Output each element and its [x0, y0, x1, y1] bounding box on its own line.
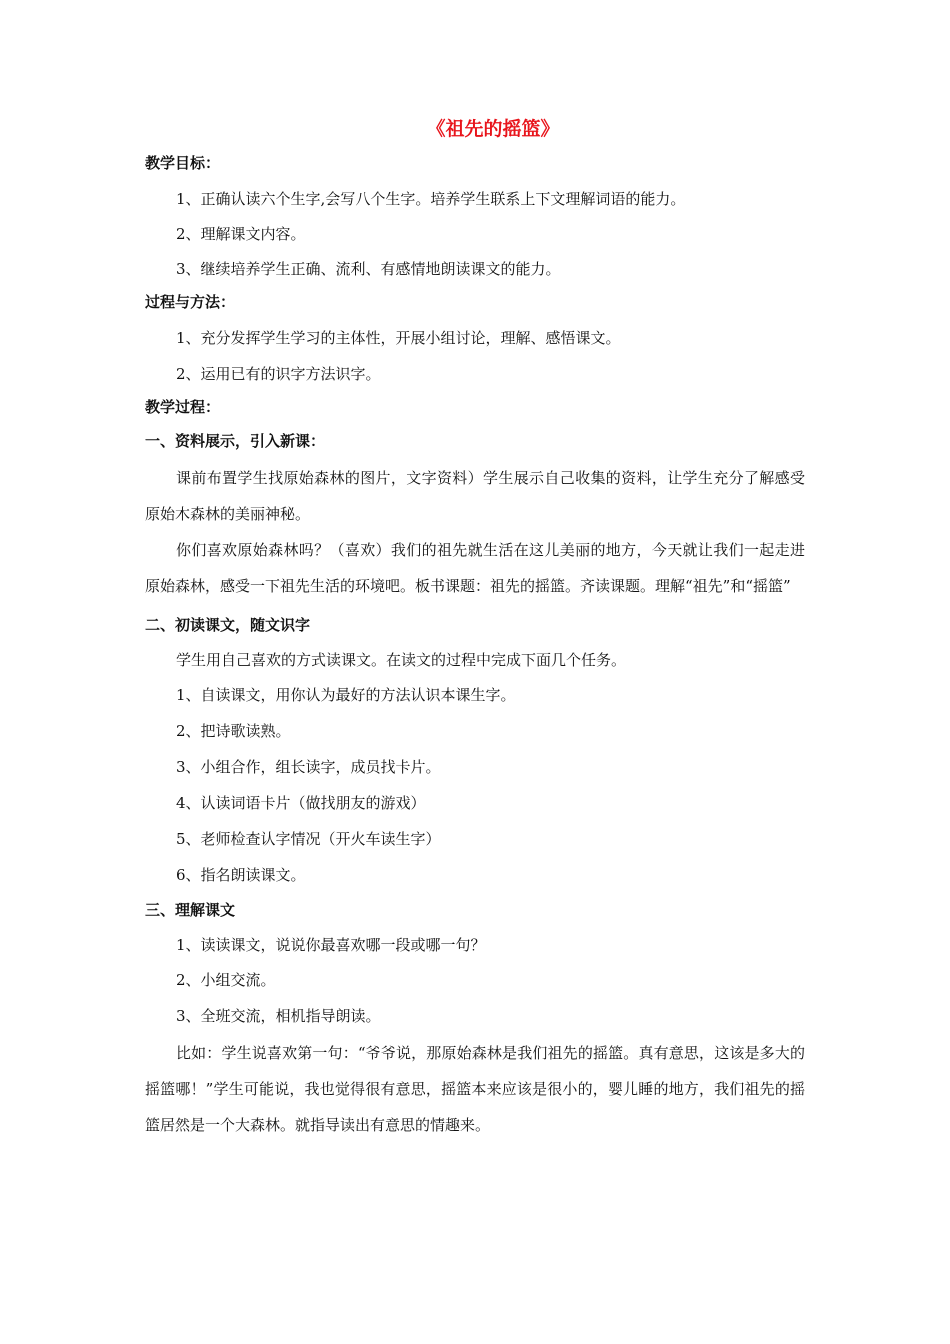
objective-item: 3、继续培养学生正确、流利、有感情地朗读课文的能力。	[176, 260, 561, 278]
section2-item: 5、老师检查认字情况（开火车读生字）	[176, 830, 441, 848]
section1-paragraph: 你们喜欢原始森林吗？（喜欢）我们的祖先就生活在这儿美丽的地方，今天就让我们一起走进原始森林，感受一下祖先生活的环境吧。板书课题：祖先的摇篮。齐读课题。理解“祖先”和“摇篮”	[145, 541, 805, 595]
section1-paragraph: 课前布置学生找原始森林的图片，文字资料）学生展示自己收集的资料，让学生充分了解感受原始木森林的美丽神秘。	[145, 469, 805, 523]
section3-item: 1、读读课文，说说你最喜欢哪一段或哪一句？	[176, 936, 486, 954]
section1-heading: 一、资料展示，引入新课：	[145, 432, 326, 450]
section2-item: 1、自读课文，用你认为最好的方法认识本课生字。	[176, 686, 516, 704]
objective-item: 2、理解课文内容。	[176, 225, 306, 243]
document-body	[145, 118, 805, 1143]
section2-intro: 学生用自己喜欢的方式读课文。在读文的过程中完成下面几个任务。	[176, 651, 627, 669]
method-item: 2、运用已有的识字方法识字。	[176, 365, 381, 383]
objective-item: 1、正确认读六个生字,会写八个生字。培养学生联系上下文理解词语的能力。	[176, 190, 686, 208]
section2-heading: 二、初读课文，随文识字	[145, 616, 311, 634]
objectives-heading: 教学目标：	[145, 154, 221, 172]
section2-item: 6、指名朗读课文。	[176, 866, 306, 884]
section3-paragraph: 比如：学生说喜欢第一句：“爷爷说，那原始森林是我们祖先的摇篮。真有意思，这该是多大的摇篮哪！”学生可能说，我也觉得很有意思，摇篮本来应该是很小的，婴儿睡的地方，我们祖先的摇篮居然是一个大森林。就指导读出有意思的情趣来。	[145, 1044, 805, 1134]
section3-heading: 三、理解课文	[145, 901, 236, 919]
process-heading: 教学过程：	[145, 398, 221, 416]
section2-item: 3、小组合作，组长读字，成员找卡片。	[176, 758, 441, 776]
section2-item: 2、把诗歌读熟。	[176, 722, 291, 740]
document-title: 《祖先的摇篮》	[426, 118, 560, 140]
method-item: 1、充分发挥学生学习的主体性，开展小组讨论，理解、感悟课文。	[176, 329, 621, 347]
methods-heading: 过程与方法：	[145, 293, 236, 311]
section3-item: 2、小组交流。	[176, 971, 276, 989]
section2-item: 4、认读词语卡片（做找朋友的游戏）	[176, 794, 426, 812]
section3-item: 3、全班交流，相机指导朗读。	[176, 1007, 381, 1025]
